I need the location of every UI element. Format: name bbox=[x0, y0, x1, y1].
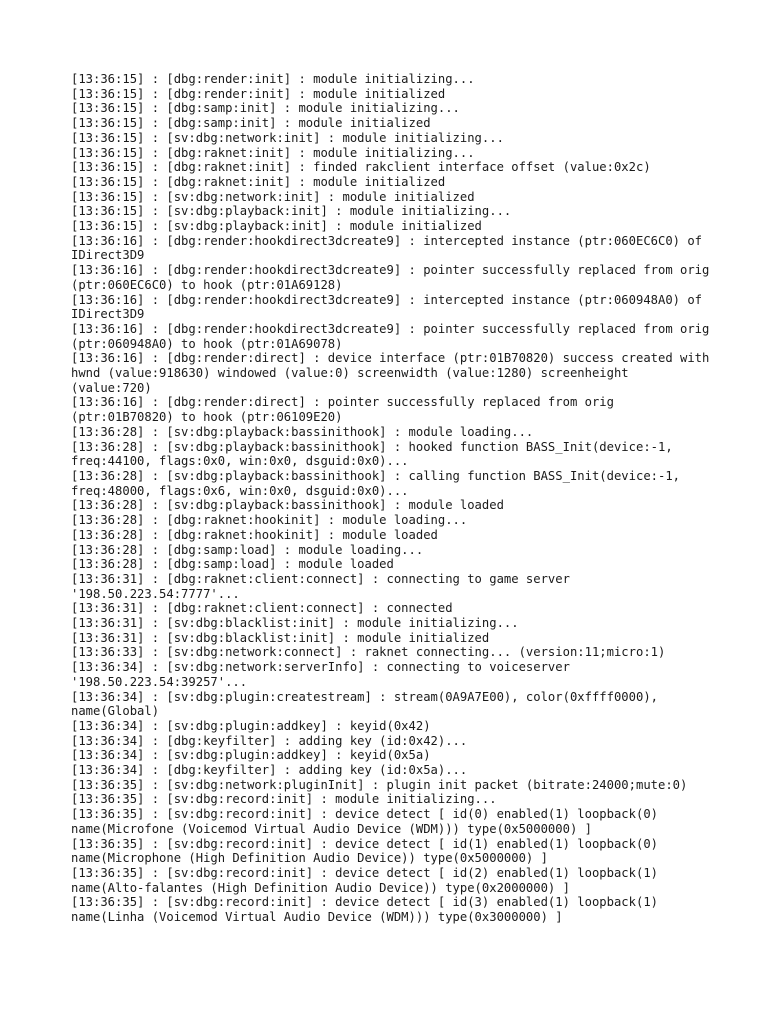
log-line: [13:36:15] : [dbg:raknet:init] : module initialized bbox=[71, 174, 446, 189]
log-line: [13:36:15] : [sv:dbg:playback:init] : module initialized bbox=[71, 219, 482, 234]
log-line: [13:36:28] : [dbg:samp:load] : module loaded bbox=[71, 557, 394, 572]
log-line: [13:36:31] : [sv:dbg:blacklist:init] : module initializing... bbox=[71, 616, 519, 631]
log-line: [13:36:16] : [dbg:render:hookdirect3dcreate9] : pointer successfully replaced from orig (ptr:060948A0) to hook (ptr:01A69078) bbox=[71, 321, 717, 351]
log-line: [13:36:15] : [dbg:samp:init] : module initialized bbox=[71, 116, 431, 131]
log-line: [13:36:16] : [dbg:render:direct] : device interface (ptr:01B70820) success created with hwnd (value:918630) windowed (value:0) screenwidth (value:1280) screenheight (value:720) bbox=[71, 351, 717, 395]
log-line: [13:36:15] : [dbg:render:init] : module initializing... bbox=[71, 72, 475, 86]
log-line: [13:36:16] : [dbg:render:direct] : pointer successfully replaced from orig (ptr:01B70820) to hook (ptr:06109E20) bbox=[71, 395, 622, 425]
log-line: [13:36:28] : [dbg:samp:load] : module loading... bbox=[71, 542, 424, 557]
log-line: [13:36:15] : [dbg:samp:init] : module initializing... bbox=[71, 101, 460, 116]
log-line: [13:36:35] : [sv:dbg:record:init] : device detect [ id(3) enabled(1) loopback(1) name(Linha (Voicemod Virtual Audio Device (WDM))) type(0x3000000) ] bbox=[71, 895, 666, 925]
log-line: [13:36:35] : [sv:dbg:record:init] : device detect [ id(0) enabled(1) loopback(0) name(Microfone (Voicemod Virtual Audio Device (WDM))) type(0x5000000) ] bbox=[71, 807, 666, 836]
log-line: [13:36:34] : [dbg:keyfilter] : adding key (id:0x5a)... bbox=[71, 763, 468, 778]
log-line: [13:36:28] : [sv:dbg:playback:bassinithook] : hooked function BASS_Init(device:-1, freq:44100, flags:0x0, win:0x0, dsguid:0x0)... bbox=[71, 439, 681, 469]
log-line: [13:36:35] : [sv:dbg:record:init] : device detect [ id(2) enabled(1) loopback(1) name(Alto-falantes (High Definition Audio Device)) type(0x2000000) ] bbox=[71, 865, 666, 895]
log-line: [13:36:35] : [sv:dbg:record:init] : module initializing... bbox=[71, 792, 497, 807]
log-line: [13:36:15] : [sv:dbg:network:init] : module initialized bbox=[71, 189, 475, 204]
log-line: [13:36:28] : [sv:dbg:playback:bassinithook] : module loaded bbox=[71, 498, 504, 513]
log-line: [13:36:16] : [dbg:render:hookdirect3dcreate9] : intercepted instance (ptr:060EC6C0) of IDirect3D9 bbox=[71, 233, 710, 263]
log-line: [13:36:28] : [dbg:raknet:hookinit] : module loading... bbox=[71, 513, 468, 528]
log-line: [13:36:34] : [sv:dbg:plugin:addkey] : keyid(0x42) bbox=[71, 718, 431, 733]
log-line: [13:36:15] : [sv:dbg:network:init] : module initializing... bbox=[71, 130, 504, 145]
log-line: [13:36:16] : [dbg:render:hookdirect3dcreate9] : pointer successfully replaced from orig (ptr:060EC6C0) to hook (ptr:01A69128) bbox=[71, 263, 717, 292]
log-line: [13:36:33] : [sv:dbg:network:connect] : raknet connecting... (version:11;micro:1) bbox=[71, 645, 666, 660]
log-line: [13:36:15] : [sv:dbg:playback:init] : module initializing... bbox=[71, 204, 512, 219]
log-line: [13:36:34] : [sv:dbg:plugin:createstream] : stream(0A9A7E00), color(0xffff0000), name(Global) bbox=[71, 689, 666, 719]
log-line: [13:36:28] : [sv:dbg:playback:bassinithook] : module loading... bbox=[71, 424, 534, 439]
log-line: [13:36:28] : [dbg:raknet:hookinit] : module loaded bbox=[71, 527, 438, 542]
log-line: [13:36:31] : [dbg:raknet:client:connect] : connected bbox=[71, 601, 453, 616]
log-line: [13:36:28] : [sv:dbg:playback:bassinithook] : calling function BASS_Init(device:-1, freq:48000, flags:0x6, win:0x0, dsguid:0x0)... bbox=[71, 468, 688, 498]
log-line: [13:36:34] : [dbg:keyfilter] : adding key (id:0x42)... bbox=[71, 733, 468, 748]
log-line: [13:36:15] : [dbg:raknet:init] : module initializing... bbox=[71, 145, 475, 160]
log-line: [13:36:15] : [dbg:raknet:init] : finded rakclient interface offset (value:0x2c) bbox=[71, 160, 651, 175]
log-line: [13:36:35] : [sv:dbg:record:init] : device detect [ id(1) enabled(1) loopback(0) name(Microphone (High Definition Audio Device)) type(0x5000000) ] bbox=[71, 836, 666, 866]
log-line: [13:36:34] : [sv:dbg:plugin:addkey] : keyid(0x5a) bbox=[71, 748, 431, 763]
log-line: [13:36:16] : [dbg:render:hookdirect3dcreate9] : intercepted instance (ptr:060948A0) of IDirect3D9 bbox=[71, 292, 710, 322]
log-line: [13:36:31] : [dbg:raknet:client:connect] : connecting to game server '198.50.223.54:7777'... bbox=[71, 571, 578, 601]
log-line: [13:36:35] : [sv:dbg:network:pluginInit] : plugin init packet (bitrate:24000;mute:0) bbox=[71, 777, 688, 792]
log-line: [13:36:15] : [dbg:render:init] : module initialized bbox=[71, 86, 446, 101]
log-line: [13:36:31] : [sv:dbg:blacklist:init] : module initialized bbox=[71, 630, 490, 645]
log-line: [13:36:34] : [sv:dbg:network:serverInfo] : connecting to voiceserver '198.50.223.54:39257'... bbox=[71, 660, 578, 689]
log-output bbox=[71, 72, 717, 925]
